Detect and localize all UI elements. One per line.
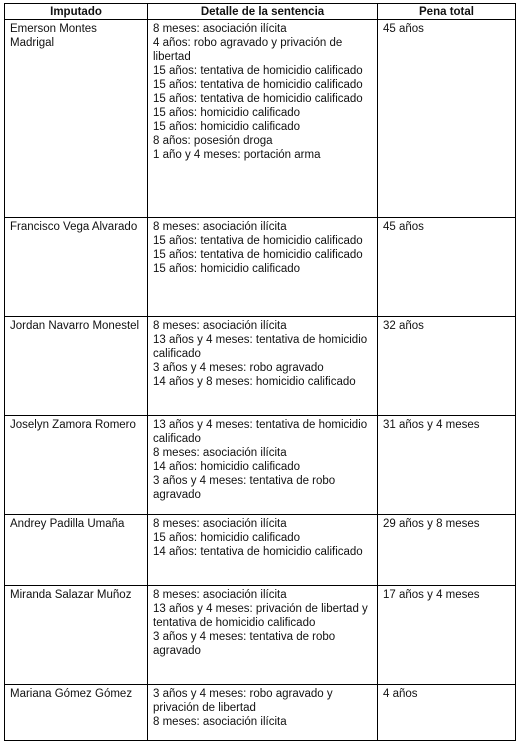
imputado-cell: Jordan Navarro Monestel xyxy=(5,317,148,416)
table-row xyxy=(5,515,516,586)
sentence-item: 15 años: homicidio calificado xyxy=(153,121,301,133)
pena-total-cell: 17 años y 4 meses xyxy=(378,586,516,685)
sentence-item: 13 años y 4 meses: tentativa de homicidio calificado xyxy=(153,334,368,360)
sentence-item: 3 años y 4 meses: tentativa de robo agravado xyxy=(153,631,336,657)
detalle-cell xyxy=(148,317,378,416)
sentence-item: 4 años: robo agravado y privación de libertad xyxy=(153,37,343,63)
detalle-cell xyxy=(148,218,378,317)
sentence-item: 15 años: homicidio calificado xyxy=(153,107,301,119)
imputado-cell: Miranda Salazar Muñoz xyxy=(5,586,148,685)
detalle-cell xyxy=(148,515,378,586)
sentence-item: 8 meses: asociación ilícita xyxy=(153,23,287,35)
sentence-item: 15 años: tentativa de homicidio calificado xyxy=(153,249,363,261)
sentence-item: 3 años y 4 meses: tentativa de robo agravado xyxy=(153,475,336,501)
sentence-item: 3 años y 4 meses: robo agravado y privación de libertad xyxy=(153,688,333,714)
table-row xyxy=(5,685,516,741)
imputado-cell: Emerson Montes Madrigal xyxy=(5,20,148,218)
sentence-item: 15 años: homicidio calificado xyxy=(153,263,301,275)
detalle-cell xyxy=(148,416,378,515)
sentence-item: 8 meses: asociación ilícita xyxy=(153,320,287,332)
pena-total-cell: 4 años xyxy=(378,685,516,741)
table-row xyxy=(5,586,516,685)
sentencing-table xyxy=(4,3,516,741)
imputado-cell: Joselyn Zamora Romero xyxy=(5,416,148,515)
sentence-item: 15 años: tentativa de homicidio calificado xyxy=(153,235,363,247)
detalle-cell xyxy=(148,685,378,741)
header-pena-total: Pena total xyxy=(378,4,516,20)
detalle-cell xyxy=(148,586,378,685)
header-detalle: Detalle de la sentencia xyxy=(148,4,378,20)
sentence-item: 8 meses: asociación ilícita xyxy=(153,716,287,728)
pena-total-cell: 45 años xyxy=(378,20,516,218)
sentence-item: 14 años: homicidio calificado xyxy=(153,461,301,473)
sentence-item: 8 meses: asociación ilícita xyxy=(153,221,287,233)
sentence-item: 3 años y 4 meses: robo agravado xyxy=(153,362,324,374)
table-row xyxy=(5,317,516,416)
pena-total-cell: 45 años xyxy=(378,218,516,317)
table-row xyxy=(5,218,516,317)
sentence-item: 13 años y 4 meses: tentativa de homicidio calificado xyxy=(153,419,368,445)
detalle-cell xyxy=(148,20,378,218)
sentence-item: 1 año y 4 meses: portación arma xyxy=(153,149,321,161)
pena-total-cell: 29 años y 8 meses xyxy=(378,515,516,586)
sentence-item: 8 meses: asociación ilícita xyxy=(153,518,287,530)
imputado-cell: Francisco Vega Alvarado xyxy=(5,218,148,317)
header-imputado: Imputado xyxy=(5,4,148,20)
sentence-item: 13 años y 4 meses: privación de libertad y tentativa de homicidio calificado xyxy=(153,603,368,629)
sentence-item: 15 años: tentativa de homicidio calificado xyxy=(153,65,363,77)
table-row xyxy=(5,416,516,515)
pena-total-cell: 31 años y 4 meses xyxy=(378,416,516,515)
sentence-item: 8 meses: asociación ilícita xyxy=(153,447,287,459)
header-row xyxy=(5,4,516,20)
imputado-cell: Andrey Padilla Umaña xyxy=(5,515,148,586)
sentence-item: 15 años: homicidio calificado xyxy=(153,532,301,544)
sentence-item: 14 años y 8 meses: homicidio calificado xyxy=(153,376,356,388)
sentence-item: 15 años: tentativa de homicidio calificado xyxy=(153,93,363,105)
sentence-item: 8 meses: asociación ilícita xyxy=(153,589,287,601)
sentence-item: 8 años: posesión droga xyxy=(153,135,273,147)
pena-total-cell: 32 años xyxy=(378,317,516,416)
table-row xyxy=(5,20,516,218)
sentence-item: 15 años: tentativa de homicidio calificado xyxy=(153,79,363,91)
imputado-cell: Mariana Gómez Gómez xyxy=(5,685,148,741)
sentence-item: 14 años: tentativa de homicidio calificado xyxy=(153,546,363,558)
